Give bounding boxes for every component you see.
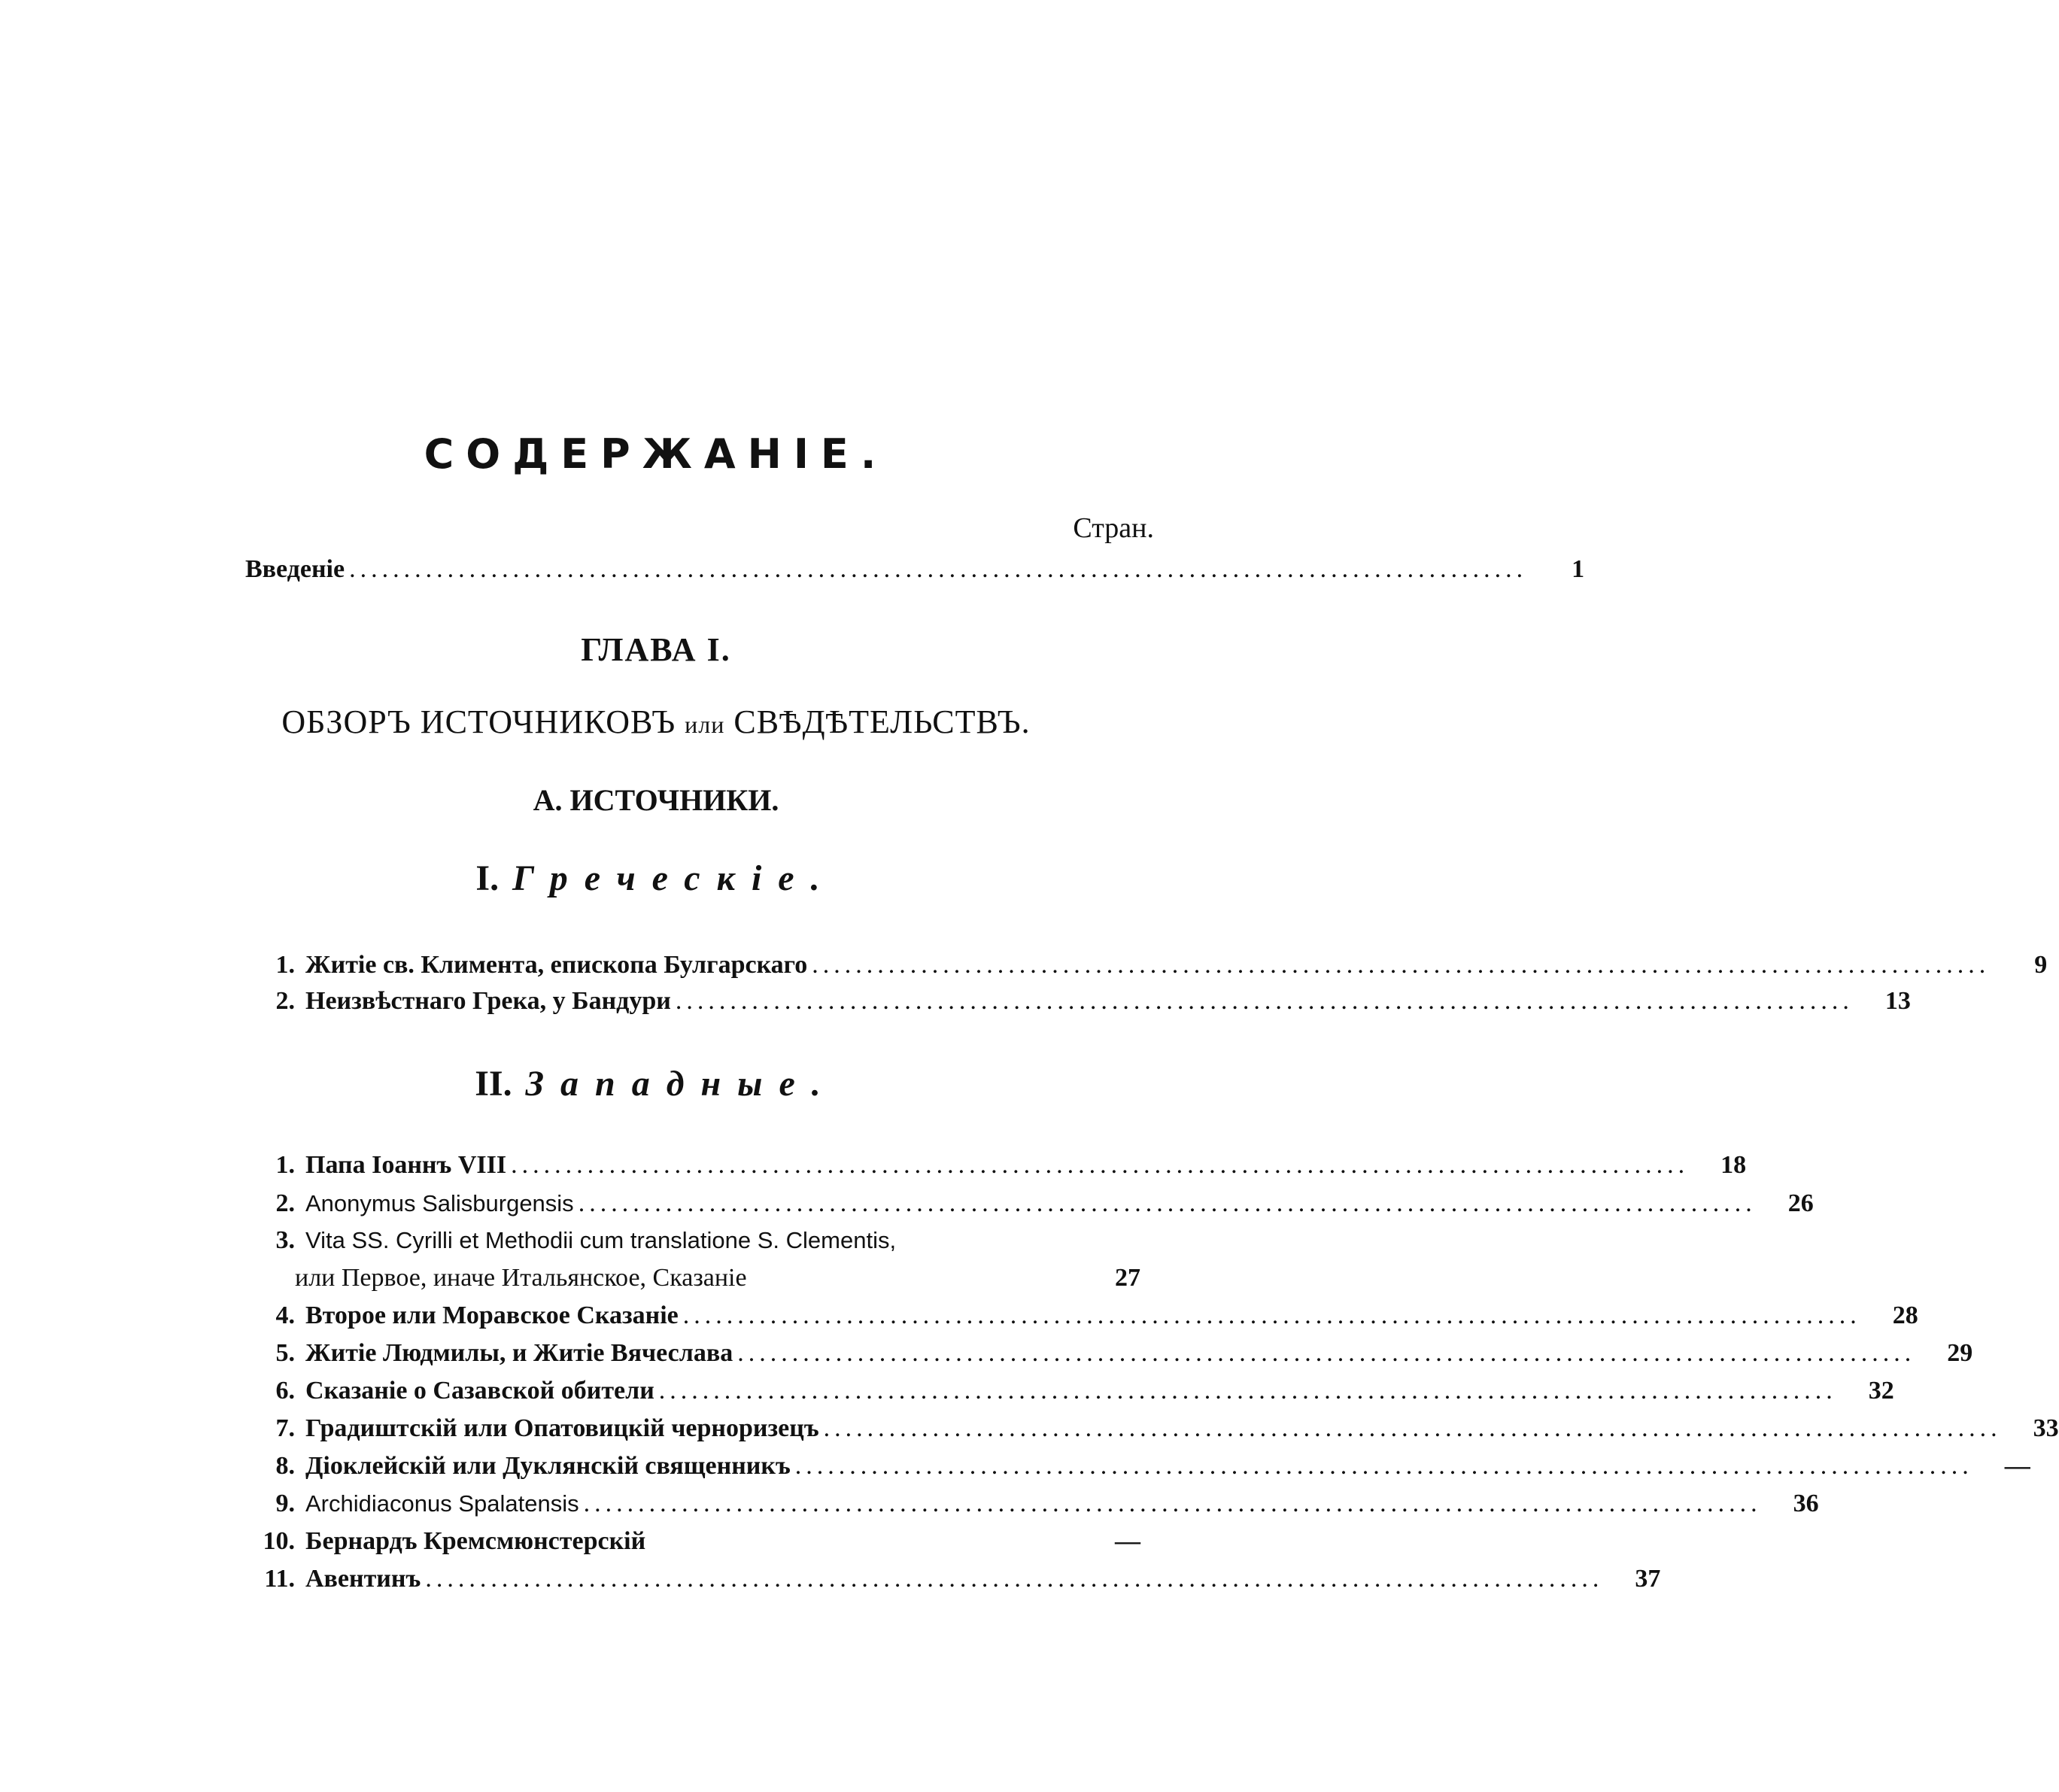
subsection-western-roman: II. — [475, 1064, 512, 1104]
toc-entry-page: 9 — [2034, 951, 2048, 979]
subsection-greek-title: Греческіе. — [512, 858, 837, 898]
toc-entry-page: 26 — [1787, 1189, 1814, 1217]
toc-entry-label: Vita SS. Cyrilli et Methodii cum translatione S. Clementis, — [305, 1227, 897, 1253]
dot-leader: ............................................................................................................ — [675, 987, 1854, 1015]
dot-leader: ............................................................................................................ — [425, 1565, 1604, 1593]
toc-entry-number: 9. — [275, 1490, 295, 1517]
toc-entry-western-3-continuation[interactable] — [295, 1259, 1140, 1297]
dot-leader: ............................................................................................................ — [583, 1490, 1762, 1517]
toc-entry-label: Неизвѣстнаго Грека, у Бандури — [305, 987, 671, 1015]
toc-entry-western-11[interactable] — [245, 1560, 1661, 1598]
toc-entry-western-3[interactable] — [245, 1222, 1140, 1259]
toc-entry-western-4[interactable] — [245, 1297, 1918, 1335]
toc-entry-page: 27 — [1115, 1264, 1140, 1292]
toc-entry-page: — — [2004, 1452, 2030, 1480]
toc-entry-page: 37 — [1635, 1565, 1661, 1593]
dot-leader: ............................................................................................................ — [823, 1414, 2002, 1442]
dot-leader: ............................................................................................................ — [812, 951, 1991, 979]
toc-entry-label: Anonymus Salisburgensis — [305, 1190, 574, 1216]
toc-entry-page: 33 — [2033, 1414, 2059, 1442]
toc-entry-page: 13 — [1884, 987, 1911, 1015]
dot-leader: ............................................................................................................ — [794, 1452, 1973, 1480]
toc-entry-western-8[interactable] — [245, 1447, 2030, 1485]
toc-entry-label: Діоклейскій или Дуклянскій священникъ — [305, 1452, 791, 1480]
chapter-subtitle-part1: ОБЗОРЪ ИСТОЧНИКОВЪ — [281, 703, 676, 740]
toc-entry-label: Введеніе — [245, 555, 345, 583]
toc-entry-page: 36 — [1793, 1490, 1819, 1517]
toc-entry-label: Папа Іоаннъ VIII — [305, 1151, 507, 1179]
toc-entry-page: 18 — [1720, 1151, 1747, 1179]
toc-entry-number: 2. — [275, 1189, 295, 1217]
toc-entry-western-9[interactable] — [245, 1485, 1819, 1523]
toc-entry-western-5[interactable] — [245, 1335, 1973, 1372]
toc-entry-western-6[interactable] — [245, 1372, 1894, 1410]
toc-entry-introduction[interactable] — [245, 551, 1585, 588]
toc-entry-page: 28 — [1892, 1301, 1918, 1329]
toc-entry-western-2[interactable] — [245, 1185, 1814, 1223]
toc-entry-number: 1. — [275, 951, 295, 979]
dot-leader: ............................................................................................................ — [578, 1189, 1757, 1217]
toc-entry-western-1[interactable] — [245, 1147, 1747, 1184]
toc-entry-label: Авентинъ — [305, 1565, 421, 1593]
toc-entry-page: — — [1115, 1527, 1140, 1555]
subsection-greek-roman: I. — [475, 858, 500, 898]
dot-leader: ............................................................................................................ — [682, 1301, 1861, 1329]
toc-entry-number: 2. — [275, 987, 295, 1015]
toc-entry-number: 3. — [275, 1226, 295, 1254]
chapter-subtitle-part2: СВѢДѢТЕЛЬСТВЪ. — [733, 703, 1031, 740]
toc-entry-number: 5. — [275, 1339, 295, 1367]
toc-entry-label: Житіе св. Климента, епископа Булгарскаго — [305, 951, 808, 979]
toc-entry-number: 7. — [275, 1414, 295, 1442]
toc-entry-greek-2[interactable] — [245, 983, 1911, 1020]
section-a-heading: А. ИСТОЧНИКИ. — [533, 783, 779, 817]
dot-leader: ............................................................................................................ — [737, 1339, 1916, 1367]
chapter-subtitle — [0, 703, 1312, 741]
toc-entry-label: Второе или Моравское Сказаніе — [305, 1301, 679, 1329]
toc-entry-number: 1. — [275, 1151, 295, 1179]
toc-entry-page: 32 — [1868, 1377, 1894, 1405]
toc-entry-number: 4. — [275, 1301, 295, 1329]
toc-entry-number: 6. — [275, 1377, 295, 1405]
toc-entry-label: Бернардъ Кремсмюнстерскій — [305, 1527, 646, 1555]
toc-entry-label: Градиштскій или Опатовицкій черноризецъ — [305, 1414, 819, 1442]
toc-entry-page: 1 — [1572, 555, 1585, 583]
toc-entry-number: 10. — [263, 1527, 295, 1555]
dot-leader: ............................................................................................................ — [511, 1151, 1690, 1179]
toc-entry-greek-1[interactable] — [245, 946, 2048, 984]
page-title: СОДЕРЖАНІЕ. — [424, 430, 888, 478]
toc-entry-number: 11. — [264, 1565, 295, 1593]
chapter-heading: ГЛАВА I. — [581, 631, 731, 668]
toc-entry-western-7[interactable] — [245, 1410, 2059, 1447]
toc-entry-label: Сказаніе о Сазавской обители — [305, 1377, 654, 1405]
dot-leader: ............................................................................................................ — [349, 555, 1528, 583]
toc-entry-number: 8. — [275, 1452, 295, 1480]
dot-leader: ............................................................................................................ — [658, 1377, 1837, 1405]
subsection-western-title: Западные. — [525, 1064, 837, 1104]
toc-entry-label-continuation: или Первое, иначе Итальянское, Сказаніе — [295, 1264, 747, 1292]
chapter-subtitle-conj: или — [685, 711, 725, 738]
subsection-western-heading — [0, 1063, 1312, 1104]
subsection-greek-heading — [0, 858, 1312, 899]
toc-entry-page: 29 — [1947, 1339, 1973, 1367]
toc-entry-label: Archidiaconus Spalatensis — [305, 1490, 579, 1517]
toc-entry-label: Житіе Людмилы, и Житіе Вячеслава — [305, 1339, 733, 1367]
toc-entry-western-10[interactable] — [245, 1523, 1140, 1560]
page-column-label: Стран. — [1073, 512, 1154, 544]
